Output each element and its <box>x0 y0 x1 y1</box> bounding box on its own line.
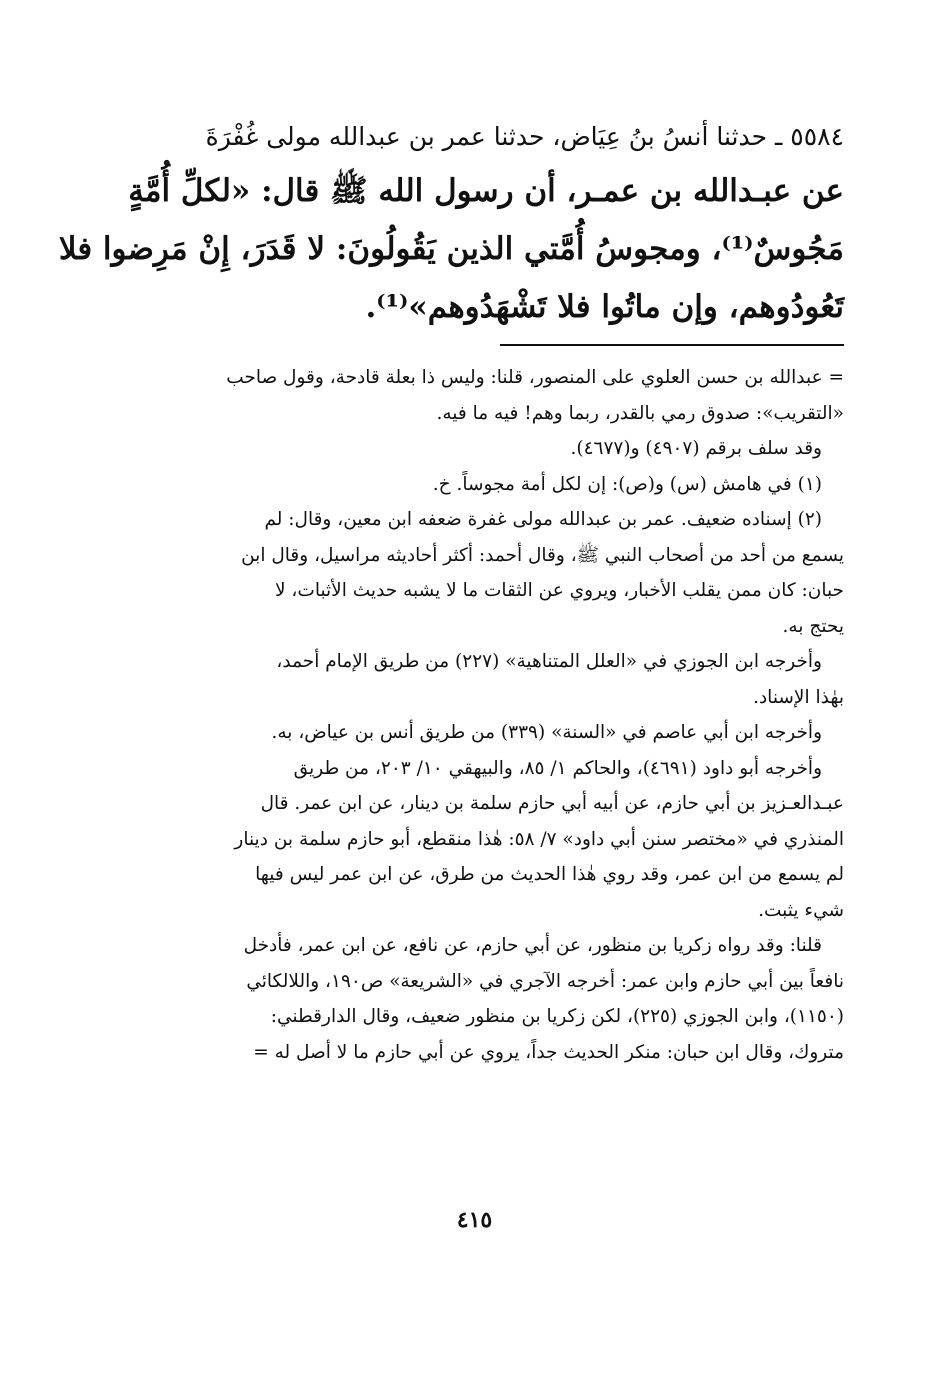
footnote-line: (١) في هامش (س) و(ص): إن لكل أمة مجوساً. خ. <box>432 473 822 495</box>
hadith-line: عن عبـدالله بن عمـر، أن رسول الله ﷺ قال: «لكلِّ أُمَّةٍ <box>128 173 844 209</box>
footnote-line: المنذري في «مختصر سنن أبي داود» ٧/ ٥٨: هٰذا منقطع، أبو حازم سلمة بن دينار <box>234 828 844 850</box>
footnote-line: شيء يثبت. <box>758 899 844 921</box>
footnote-line: قلنا: وقد رواه زكريا بن منظور، عن أبي حازم، عن نافع، عن ابن عمر، فأدخل <box>243 935 822 956</box>
footnote-takhrij-2 <box>142 715 844 751</box>
footnote-2 <box>142 502 844 644</box>
footnote-continuation <box>142 360 844 431</box>
hadith-line: مَجُوسٌ⁽¹⁾، ومجوسُ أُمَّتي الذين يَقُولُونَ: لا قَدَرَ، إِنْ مَرِضوا فلا <box>58 231 844 267</box>
page-number: ٤١٥ <box>456 1207 493 1233</box>
footnote-line: وأخرجه ابن الجوزي في «العلل المتناهية» (٢٢٧) من طريق الإمام أحمد، <box>276 651 822 672</box>
footnote-line: يسمع من أحد من أصحاب النبي ﷺ، وقال أحمد: أكثر أحاديثه مراسيل، وقال ابن <box>241 544 844 566</box>
footnotes-section <box>142 360 844 1070</box>
footnote-line: وقد سلف برقم (٤٩٠٧) و(٤٦٧٧). <box>570 438 822 459</box>
hadith-line: ٥٥٨٤ ـ حدثنا أنسُ بنُ عِيَاض، حدثنا عمر بن عبدالله مولى غُفْرَةَ <box>205 122 844 151</box>
footnote-reference <box>142 431 844 467</box>
footnote-divider <box>500 344 844 346</box>
footnote-1 <box>142 467 844 503</box>
footnote-line: بهٰذا الإسناد. <box>753 686 844 708</box>
footnote-line: حبان: كان ممن يقلب الأخبار، ويروي عن الثقات ما لا يشبه حديث الأثبات، لا <box>275 580 844 601</box>
footnote-line: متروك، وقال ابن حبان: منكر الحديث جداً، يروي عن أبي حازم ما لا أصل له = <box>253 1041 844 1063</box>
footnote-line: = عبدالله بن حسن العلوي على المنصور، قلنا: وليس ذا بعلة قادحة، وقول صاحب <box>226 367 844 388</box>
footnote-commentary <box>142 928 844 1070</box>
footnote-line: «التقريب»: صدوق رمي بالقدر، ربما وهم! فيه ما فيه. <box>436 402 844 424</box>
hadith-line: تَعُودُوهم، وإن ماتُوا فلا تَشْهَدُوهم»⁽¹⁾. <box>365 289 844 325</box>
footnote-line: (١١٥٠)، وابن الجوزي (٢٢٥)، لكن زكريا بن منظور ضعيف، وقال الدارقطني: <box>270 1006 844 1027</box>
footnote-takhrij-3 <box>142 751 844 929</box>
footnote-takhrij-1 <box>142 644 844 715</box>
footnote-line: نافعاً بين أبي حازم وابن عمر: أخرجه الآجري في «الشريعة» ص١٩٠، واللالكائي <box>246 970 844 992</box>
footnote-line: (٢) إسناده ضعيف. عمر بن عبدالله مولى غفرة ضعفه ابن معين، وقال: لم <box>264 509 822 530</box>
footnote-line: وأخرجه أبو داود (٤٦٩١)، والحاكم ١/ ٨٥، والبيهقي ١٠/ ٢٠٣، من طريق <box>293 757 822 779</box>
footnote-line: وأخرجه ابن أبي عاصم في «السنة» (٣٣٩) من طريق أنس بن عياض، به. <box>271 722 822 743</box>
footnote-line: عبـدالعـزيز بن أبي حازم، عن أبيه أبي حازم سلمة بن دينار، عن ابن عمر. قال <box>260 793 844 814</box>
footnote-line: لم يسمع من ابن عمر، وقد روي هٰذا الحديث من طرق، عن ابن عمر ليس فيها <box>255 864 844 885</box>
main-hadith-text <box>58 112 844 336</box>
footnote-line: يحتج به. <box>782 615 844 637</box>
